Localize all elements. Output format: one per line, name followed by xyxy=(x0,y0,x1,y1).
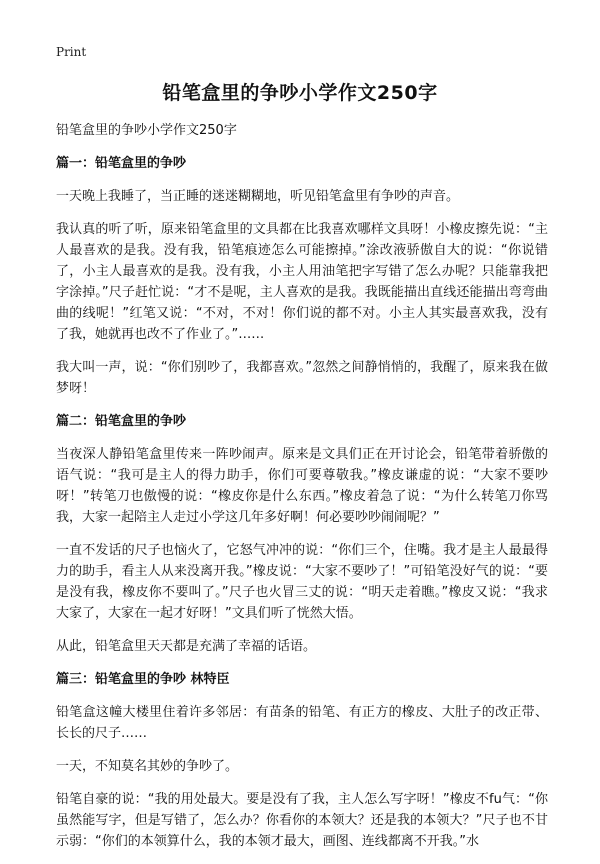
section-3 xyxy=(56,669,548,852)
paragraph: 一天，不知莫名其妙的争吵了。 xyxy=(56,759,239,774)
paragraph: 从此，铅笔盒里天天都是充满了幸福的话语。 xyxy=(56,639,317,654)
section-heading: 篇一：铅笔盒里的争吵 xyxy=(56,156,187,171)
paragraph: 铅笔盒这幢大楼里住着许多邻居：有苗条的铅笔、有正方的橡皮、大肚子的改正带、长长的尺子…… xyxy=(56,705,548,741)
paragraph: 当夜深人静铅笔盒里传来一阵吵闹声。原来是文具们正在开讨论会，铅笔带着骄傲的语气说：“我可是主人的得力助手，你们可要尊敬我。”橡皮谦虚的说：“大家不要吵呀！”转笔刀也傲慢的说：“橡皮你是什么东西。”橡皮着急了说：“为什么转笔刀你骂我，大家一起陪主人走过小学这几年多好啊！何必要吵吵闹闹呢？” xyxy=(56,447,548,525)
article-body xyxy=(56,120,548,864)
paragraph: 铅笔自豪的说：“我的用处最大。要是没有了我，主人怎么写字呀！”橡皮不fu气：“你虽然能写字，但是写错了，怎么办？你看你的本领大？还是我的本领大？”尺子也不甘示弱：“你们的本领算什么，我的本领才最大，画图、连线都离不开我。”水 xyxy=(56,792,548,849)
print-link[interactable]: Print xyxy=(56,45,87,59)
paragraph: 我大叫一声，说：“你们别吵了，我都喜欢。”忽然之间静悄悄的，我醒了，原来我在做梦呀！ xyxy=(56,360,548,396)
section-1 xyxy=(56,153,548,399)
paragraph: 一天晚上我睡了，当正睡的迷迷糊糊地，听见铅笔盒里有争吵的声音。 xyxy=(56,189,460,204)
section-heading: 篇二：铅笔盒里的争吵 xyxy=(56,414,187,429)
section-heading: 篇三：铅笔盒里的争吵 林特臣 xyxy=(56,672,230,687)
paragraph: 一直不发话的尺子也恼火了，它怒气冲冲的说：“你们三个，住嘴。我才是主人最最得力的助手，看主人从来没离开我。”橡皮说：“大家不要吵了！”可铅笔没好气的说：“要是没有我，橡皮你不要叫了。”尺子也火冒三丈的说：“明天走着瞧。”橡皮又说：“我求大家了，大家在一起才好呀！”文具们听了恍然大悟。 xyxy=(56,543,548,621)
article-subtitle: 铅笔盒里的争吵小学作文250字 xyxy=(56,123,237,138)
section-2 xyxy=(56,411,548,657)
document-title: 铅笔盒里的争吵小学作文250字 xyxy=(162,82,438,104)
paragraph: 我认真的听了听，原来铅笔盒里的文具都在比我喜欢哪样文具呀！小橡皮擦先说：“主人最喜欢的是我。没有我，铅笔痕迹怎么可能擦掉。”涂改液骄傲自大的说：“你说错了，小主人最喜欢的是我。没有我，小主人用油笔把字写错了怎么办呢？只能靠我把字涂掉。”尺子赶忙说：“才不是呢，主人喜欢的是我。我既能描出直线还能描出弯弯曲曲的线呢！”红笔又说：“不对，不对！你们说的都不对。小主人其实最喜欢我，没有了我，她就再也改不了作业了。”…… xyxy=(56,222,548,342)
